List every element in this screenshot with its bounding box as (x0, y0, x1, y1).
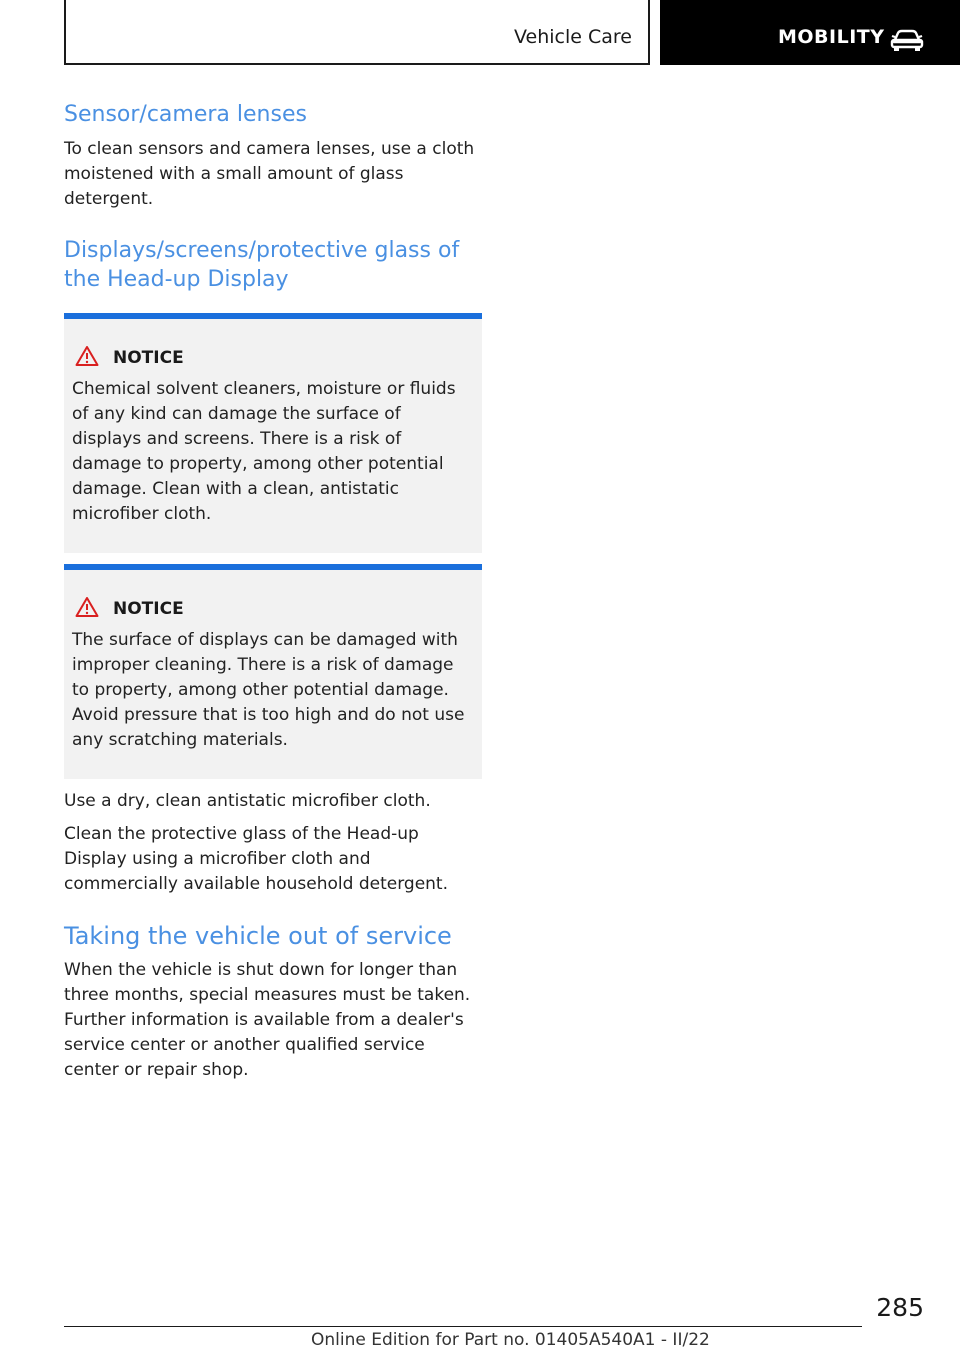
notice-box (64, 313, 482, 553)
header-section-title: Vehicle Care (514, 26, 632, 48)
footer-divider (64, 1326, 862, 1327)
warning-triangle-icon (75, 345, 99, 371)
header-chapter-tab (660, 0, 960, 65)
section-heading-displays: Displays/screens/protective glass of the Head-up Display (64, 238, 460, 292)
notice-box (64, 564, 482, 779)
footer-edition: Online Edition for Part no. 01405A540A1 - II/22 (311, 1330, 710, 1350)
notice-text: The surface of displays can be damaged with improper cleaning. There is a risk of damage to property, among other potential damage. Avoid pressure that is too high and do not use any scratching materials. (72, 630, 465, 750)
warning-triangle-icon (75, 596, 99, 622)
page-number: 285 (876, 1293, 924, 1322)
notice-title: NOTICE (113, 599, 184, 619)
notice-title: NOTICE (113, 348, 184, 368)
car-icon (890, 28, 924, 56)
section-heading-out-of-service: Taking the vehicle out of service (64, 922, 452, 950)
section-text-sensor: To clean sensors and camera lenses, use a cloth moistened with a small amount of glass detergent. (64, 139, 475, 209)
header-section-box (64, 0, 650, 65)
main-content (64, 100, 482, 1083)
section-text-out-of-service: When the vehicle is shut down for longer than three months, special measures must be taken. Further information is available from a dealer's service center or another qualified service center or repair shop. (64, 960, 471, 1080)
section-text-displays-2: Clean the protective glass of the Head-up Display using a microfiber cloth and commercially available household detergent. (64, 824, 448, 894)
section-text-displays-1: Use a dry, clean antistatic microfiber cloth. (64, 791, 431, 811)
chapter-title: MOBILITY (778, 26, 885, 48)
notice-text: Chemical solvent cleaners, moisture or fluids of any kind can damage the surface of displays and screens. There is a risk of damage to property, among other potential damage. Clean with a clean, antistatic microfiber cloth. (72, 379, 456, 524)
section-heading-sensor: Sensor/camera lenses (64, 102, 307, 127)
